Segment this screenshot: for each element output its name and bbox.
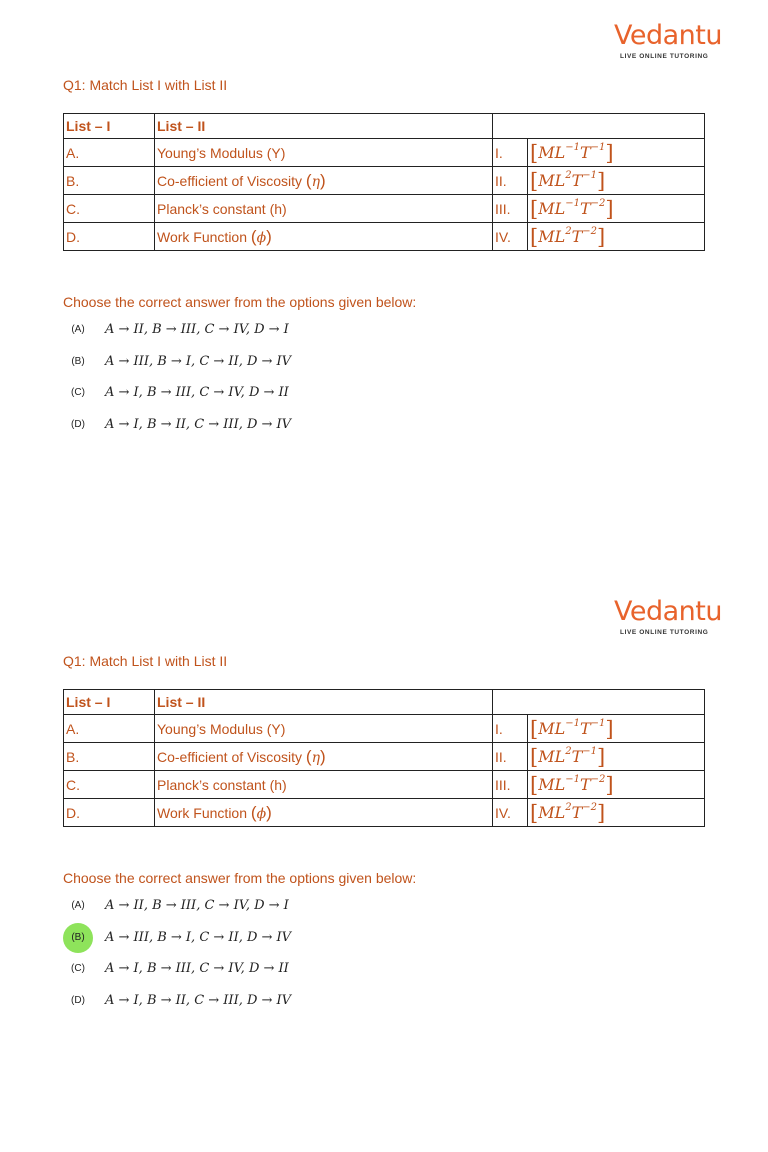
row-dimension [528,139,705,167]
answer-option [63,319,463,341]
dimension-formula: $[ML^2T^{-2}]$ [530,800,606,825]
row-item-symbol: (ϕ) [250,226,272,246]
option-label: (B) [71,355,85,367]
table-row [64,195,705,223]
symbol-text: ϕ [256,229,267,246]
row-roman: IV. [493,223,528,251]
row-item [155,195,493,223]
row-roman: I. [493,139,528,167]
row-letter: D. [64,799,155,827]
option-label: (D) [71,418,85,430]
row-dimension [528,223,705,251]
row-roman: III. [493,195,528,223]
row-dimension [528,195,705,223]
logo-wordmark: Vedantu [614,20,722,51]
table-row [64,771,705,799]
option-label-highlighted: (B) [63,923,93,953]
table-row [64,167,705,195]
row-letter: B. [64,743,155,771]
table-header-row [64,690,705,715]
row-letter: C. [64,195,155,223]
option-text: A → I, B → II, C → III, D → IV [105,416,292,432]
dimension-formula: $[ML^{-1}T^{-2}]$ [530,196,614,221]
answer-option [63,990,463,1012]
row-dimension [528,715,705,743]
vedantu-logo [612,22,722,66]
row-letter: D. [64,223,155,251]
option-text: A → I, B → III, C → IV, D → II [105,385,289,400]
symbol-text: ϕ [256,805,267,822]
table-row [64,139,705,167]
option-text: A → III, B → I, C → II, D → IV [105,929,292,945]
option-text: A → I, B → III, C → IV, D → II [105,961,289,976]
match-table [63,113,705,251]
row-roman: III. [493,771,528,799]
row-item-symbol: (η) [305,746,326,766]
row-letter: B. [64,167,155,195]
row-item-label: Planck’s constant (h) [157,776,287,793]
option-label: (C) [71,387,85,398]
answer-option [63,895,463,917]
answer-option [63,414,463,436]
row-item [155,223,493,251]
option-text: A → II, B → III, C → IV, D → I [105,898,289,913]
dimension-formula: $[ML^{-1}T^{-1}]$ [530,140,614,165]
option-text: A → I, B → II, C → III, D → IV [105,992,292,1008]
instruction-text: Choose the correct answer from the options given below: [63,294,417,310]
row-dimension [528,167,705,195]
row-item-symbol: (η) [305,170,326,190]
row-item [155,139,493,167]
row-item-label: Co-efficient of Viscosity [157,748,306,765]
row-item [155,743,493,771]
row-item [155,771,493,799]
symbol-text: η [311,173,320,190]
header-list1: List – I [64,114,155,139]
answer-option [63,958,463,980]
option-label: (A) [71,324,85,335]
question-title: Q1: Match List I with List II [63,653,228,669]
dimension-formula: $[ML^{-1}T^{-2}]$ [530,772,614,797]
option-label: (D) [71,994,85,1006]
instruction-text: Choose the correct answer from the options given below: [63,870,417,886]
row-roman: II. [493,167,528,195]
row-dimension [528,743,705,771]
header-empty [493,690,705,715]
header-empty [493,114,705,139]
row-item-label: Work Function [157,228,251,245]
vedantu-logo [612,598,722,642]
row-item-label: Co-efficient of Viscosity [157,172,306,189]
row-item [155,799,493,827]
option-text: A → III, B → I, C → II, D → IV [105,353,292,369]
row-dimension [528,771,705,799]
row-letter: A. [64,715,155,743]
header-list2: List – II [155,114,493,139]
match-table [63,689,705,827]
dimension-formula: $[ML^2T^{-1}]$ [530,168,606,193]
row-roman: II. [493,743,528,771]
option-label: (A) [71,900,85,911]
symbol-text: η [311,749,320,766]
logo-tagline: LIVE ONLINE TUTORING [620,629,709,636]
question-title: Q1: Match List I with List II [63,77,228,93]
row-item [155,167,493,195]
table-row [64,223,705,251]
row-item-label: Work Function [157,804,251,821]
row-letter: A. [64,139,155,167]
row-item-symbol: (ϕ) [250,802,272,822]
dimension-formula: $[ML^2T^{-2}]$ [530,224,606,249]
option-text: A → II, B → III, C → IV, D → I [105,322,289,337]
row-roman: I. [493,715,528,743]
row-item-label: Planck’s constant (h) [157,200,287,217]
option-label: (C) [71,963,85,974]
answer-option [63,351,463,373]
table-row [64,799,705,827]
logo-tagline: LIVE ONLINE TUTORING [620,53,709,60]
row-dimension [528,799,705,827]
dimension-formula: $[ML^{-1}T^{-1}]$ [530,716,614,741]
question-block-2 [0,576,768,1152]
header-list1: List – I [64,690,155,715]
answer-option [63,927,463,949]
row-item-label: Young’s Modulus (Y) [157,720,286,737]
answer-option [63,382,463,404]
table-header-row [64,114,705,139]
row-item-label: Young’s Modulus (Y) [157,144,286,161]
logo-wordmark: Vedantu [614,596,722,627]
row-roman: IV. [493,799,528,827]
header-list2: List – II [155,690,493,715]
row-letter: C. [64,771,155,799]
dimension-formula: $[ML^2T^{-1}]$ [530,744,606,769]
row-item [155,715,493,743]
table-row [64,743,705,771]
table-row [64,715,705,743]
